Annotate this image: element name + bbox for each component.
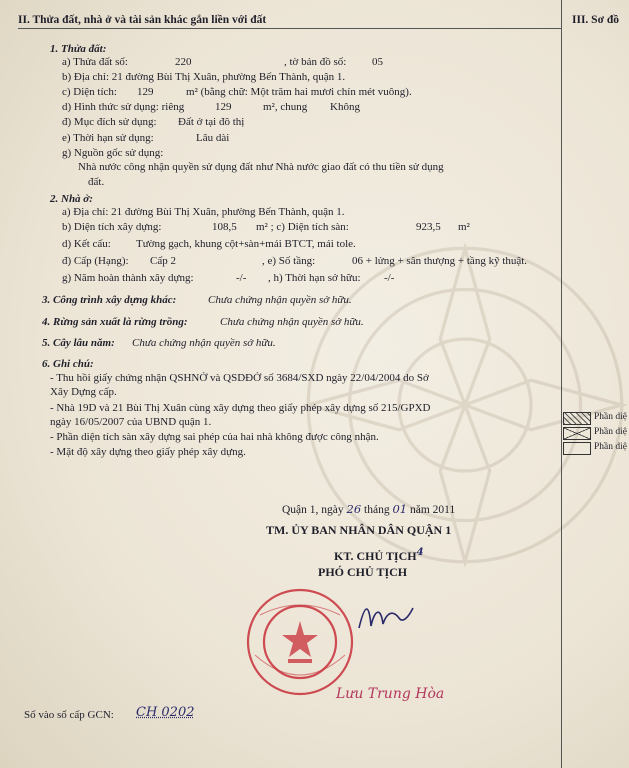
registry-label: Số vào sổ cấp GCN:: [24, 709, 114, 721]
legend-swatch-hatched: [563, 412, 591, 425]
map-sheet-number: 05: [372, 56, 383, 68]
perennial-trees-value: Chưa chứng nhận quyền sở hữu.: [132, 337, 276, 349]
origin-line-1: Nhà nước công nhận quyền sử dụng đất như Nhà nước giao đất có thu tiền sử dụng: [78, 161, 444, 173]
perennial-trees-heading: 5. Cây lâu năm:: [42, 337, 115, 349]
parcel-number: 220: [175, 56, 192, 68]
usage-form-label: d) Hình thức sử dụng: riêng: [62, 101, 185, 113]
house-heading: 2. Nhà ở:: [50, 193, 93, 205]
date-year: năm 2011: [409, 504, 456, 516]
note-line: - Mặt độ xây dựng theo giấy phép xây dựng.: [50, 446, 246, 458]
planted-forest-heading: 4. Rừng sản xuất là rừng trồng:: [42, 316, 188, 328]
date-month-label: tháng: [364, 504, 390, 516]
structure-value: Tường gạch, khung cột+sàn+mái BTCT, mái tole.: [136, 238, 356, 250]
signing-authority-text: KT. CHỦ TỊCH: [334, 549, 417, 563]
note-line: - Thu hồi giấy chứng nhận QSHNỞ và QSDĐỞ số 3684/SXD ngày 22/04/2004 do Sở: [50, 372, 429, 384]
note-line: Xây Dựng cấp.: [50, 386, 117, 398]
purpose-label: đ) Mục đích sử dụng:: [62, 116, 157, 128]
origin-label: g) Nguồn gốc sử dụng:: [62, 147, 164, 159]
term-label: e) Thời hạn sử dụng:: [62, 132, 154, 144]
grade-value: Cấp 2: [150, 255, 176, 267]
structure-label: d) Kết cấu:: [62, 238, 111, 250]
origin-line-2: đất.: [88, 176, 105, 188]
signer-title: PHÓ CHỦ TỊCH: [318, 565, 408, 579]
usage-private-area: 129: [215, 101, 232, 113]
note-line: - Nhà 19D và 21 Bùi Thị Xuân cùng xây dựng theo giấy phép xây dựng số 215/GPXD: [50, 402, 431, 414]
registry-number: CH 0202: [136, 705, 195, 720]
date-month: 01: [392, 502, 408, 516]
section-3-title: III. Sơ đồ: [572, 14, 619, 26]
planted-forest-value: Chưa chứng nhận quyền sở hữu.: [220, 316, 364, 328]
ownership-term-value: -/-: [384, 272, 395, 284]
completion-year-value: -/-: [236, 272, 247, 284]
handwritten-signature-mark: [355, 598, 415, 638]
term-value: Lâu dài: [196, 132, 230, 144]
date-prefix: Quận 1, ngày: [282, 504, 344, 516]
land-address: b) Địa chỉ: 21 đường Bùi Thị Xuân, phường Bến Thành, quận 1.: [62, 71, 346, 83]
issue-date: [282, 503, 455, 517]
built-area-label: b) Diện tích xây dựng:: [62, 221, 162, 233]
floor-area-value: 923,5: [416, 221, 441, 233]
parcel-label: a) Thửa đất số:: [62, 56, 128, 68]
area-in-words: m² (bằng chữ: Một trăm hai mươi chín mét vuông).: [186, 86, 412, 98]
purpose-value: Đất ở tại đô thị: [178, 116, 245, 128]
completion-year-label: g) Năm hoàn thành xây dựng:: [62, 272, 194, 284]
floors-label: , e) Số tầng:: [262, 255, 316, 267]
official-seal: [240, 585, 360, 700]
handwritten-mark: 4: [416, 547, 424, 558]
note-line: ngày 16/05/2007 của UBND quận 1.: [50, 416, 212, 428]
other-works-heading: 3. Công trình xây dựng khác:: [42, 294, 177, 306]
legend-label: Phần diệ: [594, 442, 627, 452]
signing-authority: [334, 546, 424, 563]
floor-area-unit: m²: [458, 221, 470, 233]
note-line: - Phần diện tích sàn xây dựng sai phép của hai nhà không được công nhận.: [50, 431, 379, 443]
date-day: 26: [346, 502, 362, 516]
house-address: a) Địa chỉ: 21 đường Bùi Thị Xuân, phường Bến Thành, quận 1.: [62, 206, 345, 218]
floor-area-label: m² ; c) Diện tích sàn:: [256, 221, 349, 233]
built-area-value: 108,5: [212, 221, 237, 233]
map-sheet-label: , tờ bản đồ số:: [284, 56, 347, 68]
area-value: 129: [137, 86, 154, 98]
area-label: c) Diện tích:: [62, 86, 117, 98]
land-heading: 1. Thửa đất:: [50, 43, 107, 55]
column-divider: [561, 0, 562, 768]
legend-swatch-blank: [563, 442, 591, 455]
section-2-title: II. Thửa đất, nhà ở và tài sản khác gắn liền với đất: [18, 14, 267, 26]
signer-name: Lưu Trung Hòa: [336, 686, 445, 702]
legend-label: Phần diệ: [594, 412, 627, 422]
usage-shared-value: Không: [330, 101, 360, 113]
signing-organization: TM. ỦY BAN NHÂN DÂN QUẬN 1: [266, 523, 452, 537]
legend-label: Phần diệ: [594, 427, 627, 437]
title-rule: [18, 28, 561, 29]
ownership-term-label: , h) Thời hạn sở hữu:: [268, 272, 361, 284]
legend-swatch-crossed: [563, 427, 591, 440]
floors-value: 06 + lửng + sân thượng + tầng kỹ thuật.: [352, 255, 528, 267]
notes-heading: 6. Ghi chú:: [42, 358, 94, 370]
usage-shared-label: m², chung: [263, 101, 308, 113]
other-works-value: Chưa chứng nhận quyền sở hữu.: [208, 294, 352, 306]
grade-label: đ) Cấp (Hạng):: [62, 255, 129, 267]
